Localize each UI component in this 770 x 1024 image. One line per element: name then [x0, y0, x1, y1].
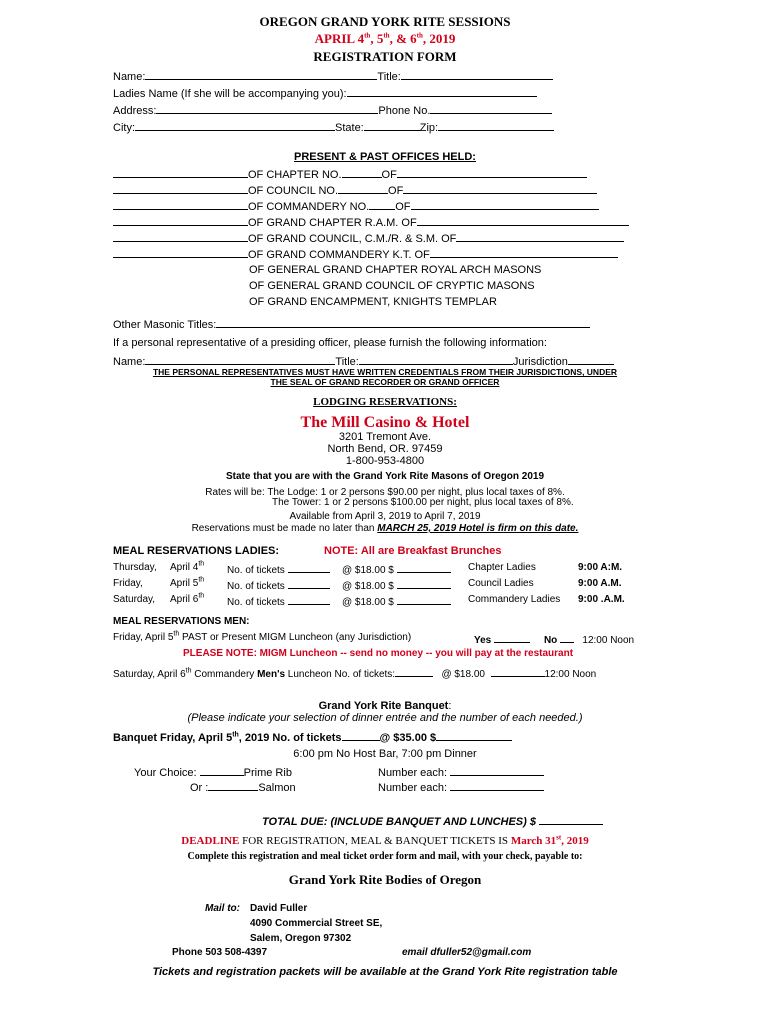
- banquet-price: @ $35.00 $: [379, 732, 437, 744]
- meal-tickets: [227, 562, 330, 576]
- choice-prime-rib: Prime Rib: [243, 767, 292, 779]
- name-label: Name:: [113, 71, 146, 83]
- form-title: OREGON GRAND YORK RITE SESSIONS: [259, 14, 511, 29]
- event-dates: APRIL 4th, 5th, & 6th, 2019: [314, 31, 456, 46]
- banquet-tickets-field[interactable]: [342, 730, 380, 741]
- lodging-deadline-date: MARCH 25, 2019 Hotel is firm on this date.: [377, 523, 579, 534]
- banquet-times: 6:00 pm No Host Bar, 7:00 pm Dinner: [293, 748, 477, 760]
- mail-street: 4090 Commercial Street SE,: [250, 918, 383, 929]
- grand-chapter-of-field[interactable]: [417, 215, 629, 226]
- choice-label: Your Choice:: [134, 767, 197, 779]
- meal-time: 9:00 A.M.: [578, 578, 622, 589]
- lodging-heading: LODGING RESERVATIONS:: [313, 396, 457, 408]
- number-each-row: [378, 765, 544, 779]
- grand-council-of-field[interactable]: [456, 231, 624, 242]
- office-council-field[interactable]: [113, 183, 248, 194]
- meal-date: April 5th: [170, 576, 205, 589]
- other-titles-field[interactable]: [216, 317, 590, 328]
- office-label: OF GRAND COUNCIL, C.M./R. & S.M. OF: [248, 233, 457, 245]
- other-titles-label: Other Masonic Titles:: [113, 319, 217, 331]
- other-titles-row: [113, 317, 590, 331]
- office-row: [113, 247, 618, 261]
- meal-day: Saturday,: [113, 594, 156, 605]
- deadline-line: [0, 835, 770, 847]
- meal-event: Council Ladies: [468, 578, 534, 589]
- office-general: OF GENERAL GRAND CHAPTER ROYAL ARCH MASONS: [249, 264, 542, 276]
- meal-date: April 4th: [170, 560, 205, 573]
- men-saturday-amount-field[interactable]: [491, 666, 545, 677]
- address-field[interactable]: [156, 103, 378, 114]
- office-grand-commandery-field[interactable]: [113, 247, 248, 258]
- choice-row: [134, 765, 292, 779]
- rep-jurisdiction-label: Jurisdiction: [512, 356, 568, 368]
- office-label: OF COUNCIL NO.: [248, 185, 339, 197]
- council-no-field[interactable]: [338, 183, 388, 194]
- commandery-of-field[interactable]: [411, 199, 599, 210]
- men-friday-row: [113, 632, 411, 643]
- city-label: City:: [113, 122, 135, 134]
- choice-salmon: Salmon: [258, 782, 296, 794]
- banquet-line: Banquet Friday, April 5th, 2019 No. of tickets @ $35.00 $: [113, 730, 512, 744]
- lodging-rates-2: The Tower: 1 or 2 persons $100.00 per night, plus local taxes of 8%.: [272, 497, 574, 508]
- no-label: No: [543, 635, 558, 646]
- or-row: [190, 780, 296, 794]
- office-grand-council-field[interactable]: [113, 231, 248, 242]
- total-due-field[interactable]: [539, 814, 603, 825]
- thursday-amount-field[interactable]: [397, 562, 451, 573]
- office-commandery-field[interactable]: [113, 199, 248, 210]
- meal-price-label: @ $18.00 $: [342, 565, 394, 576]
- men-saturday-label: Saturday, April 6th Commandery Men's Luncheon No. of tickets:: [113, 667, 396, 680]
- city-field[interactable]: [135, 120, 335, 131]
- name-field[interactable]: [145, 69, 377, 80]
- men-friday-rsvp: [474, 632, 634, 646]
- number-each-label: Number each:: [378, 782, 448, 794]
- office-label: OF GRAND COMMANDERY K.T. OF: [248, 249, 430, 261]
- meal-ladies-note: NOTE: All are Breakfast Brunches: [324, 545, 502, 557]
- thursday-tickets-field[interactable]: [288, 562, 330, 573]
- total-due: [262, 814, 603, 828]
- friday-amount-field[interactable]: [397, 578, 451, 589]
- mail-label: Mail to:: [205, 903, 240, 914]
- office-row: [113, 231, 624, 245]
- phone-label: Phone No.: [378, 105, 431, 117]
- city-row: [113, 120, 554, 134]
- meal-price: [342, 562, 451, 576]
- office-chapter-field[interactable]: [113, 167, 248, 178]
- mail-name: David Fuller: [250, 903, 308, 914]
- zip-field[interactable]: [438, 120, 554, 131]
- meal-men-heading: MEAL RESERVATIONS MEN:: [113, 616, 250, 627]
- credentials-note-1: THE PERSONAL REPRESENTATIVES MUST HAVE WRITTEN CREDENTIALS FROM THEIR JURISDICTIONS, UNDER: [152, 367, 618, 377]
- meal-tickets-label: No. of tickets: [227, 597, 285, 608]
- meal-day: Friday,: [113, 578, 143, 589]
- office-row: [113, 215, 629, 229]
- banquet-heading: Grand York Rite Banquet:: [318, 700, 452, 712]
- friday-tickets-field[interactable]: [288, 578, 330, 589]
- council-of-field[interactable]: [403, 183, 597, 194]
- office-row: [113, 167, 587, 181]
- footer-note: Tickets and registration packets will be available at the Grand York Rite registration table: [152, 966, 618, 978]
- meal-day: Thursday,: [113, 562, 157, 573]
- meal-time: 9:00 .A.M.: [578, 594, 625, 605]
- saturday-amount-field[interactable]: [397, 594, 451, 605]
- men-saturday-time: 12:00 Noon: [544, 669, 597, 680]
- banquet-amount-field[interactable]: [436, 730, 512, 741]
- representative-row: [113, 354, 614, 368]
- lodging-deadline-label: Reservations must be made no later than: [191, 523, 378, 534]
- no-field[interactable]: [560, 632, 574, 643]
- ladies-row: [113, 86, 537, 100]
- office-label: OF CHAPTER NO.: [248, 169, 342, 181]
- lodging-deadline: [0, 523, 770, 534]
- office-grand-chapter-field[interactable]: [113, 215, 248, 226]
- state-field[interactable]: [364, 120, 420, 131]
- migm-note: PLEASE NOTE: MIGM Luncheon -- send no money -- you will pay at the restaurant: [183, 648, 574, 659]
- meal-tickets-label: No. of tickets: [227, 581, 285, 592]
- men-friday-time: 12:00 Noon: [582, 635, 635, 646]
- number-each-row: [378, 780, 544, 794]
- chapter-no-field[interactable]: [342, 167, 382, 178]
- office-of-label: OF: [381, 169, 397, 181]
- meal-ladies-heading: MEAL RESERVATIONS LADIES:: [113, 545, 280, 557]
- deadline-date: March 31st, 2019: [510, 833, 589, 847]
- meal-event: Commandery Ladies: [468, 594, 561, 605]
- mail-city: Salem, Oregon 97302: [250, 933, 352, 944]
- prime-rib-field[interactable]: [200, 765, 244, 776]
- salmon-number-field[interactable]: [450, 780, 544, 791]
- grand-commandery-of-field[interactable]: [430, 247, 618, 258]
- office-of-label: OF: [388, 185, 404, 197]
- men-saturday-tickets-field[interactable]: [395, 666, 433, 677]
- credentials-note-2: THE SEAL OF GRAND RECORDER OR GRAND OFFICER: [270, 377, 500, 387]
- representative-intro: If a personal representative of a presiding officer, please furnish the following information:: [113, 337, 547, 349]
- lodging-rates-1: Rates will be: The Lodge: 1 or 2 persons $90.00 per night, plus local taxes of 8%.: [205, 487, 565, 498]
- meal-time: 9:00 A:M.: [578, 562, 623, 573]
- total-due-label: TOTAL DUE: (INCLUDE BANQUET AND LUNCHES) $: [262, 816, 536, 828]
- phone-field[interactable]: [430, 103, 552, 114]
- title-field[interactable]: [401, 69, 553, 80]
- deadline-word: DEADLINE: [181, 835, 240, 847]
- meal-tickets-label: No. of tickets: [227, 565, 285, 576]
- or-label: Or :: [190, 782, 209, 794]
- chapter-of-field[interactable]: [397, 167, 587, 178]
- rep-name-field[interactable]: [145, 354, 335, 365]
- rep-title-field[interactable]: [359, 354, 513, 365]
- office-row: [113, 199, 599, 213]
- office-general: OF GENERAL GRAND COUNCIL OF CRYPTIC MASONS: [249, 280, 535, 292]
- meal-event: Chapter Ladies: [468, 562, 536, 573]
- mail-email: email dfuller52@gmail.com: [402, 947, 532, 958]
- lodging-state-line: State that you are with the Grand York Rite Masons of Oregon 2019: [225, 471, 545, 482]
- office-of-label: OF: [395, 201, 411, 213]
- yes-field[interactable]: [494, 632, 530, 643]
- name-row: [113, 69, 553, 83]
- mail-phone: Phone 503 508-4397: [172, 947, 268, 958]
- complete-instructions: Complete this registration and meal ticket order form and mail, with your check, payable to:: [187, 851, 583, 862]
- prime-rib-number-field[interactable]: [450, 765, 544, 776]
- payable-to: Grand York Rite Bodies of Oregon: [288, 872, 482, 887]
- offices-heading: PRESENT & PAST OFFICES HELD:: [294, 151, 476, 163]
- salmon-field[interactable]: [208, 780, 258, 791]
- saturday-tickets-field[interactable]: [288, 594, 330, 605]
- hotel-address-2: North Bend, OR. 97459: [327, 443, 443, 455]
- meal-tickets: [227, 594, 330, 608]
- deadline-text: FOR REGISTRATION, MEAL & BANQUET TICKETS IS: [239, 835, 511, 847]
- lodging-available: Available from April 3, 2019 to April 7, 2019: [289, 511, 481, 522]
- office-general: OF GRAND ENCAMPMENT, KNIGHTS TEMPLAR: [249, 296, 497, 308]
- banquet-instructions: (Please indicate your selection of dinner entrée and the number of each needed.): [187, 712, 583, 724]
- meal-date: April 6th: [170, 592, 205, 605]
- address-label: Address:: [113, 105, 157, 117]
- hotel-address-1: 3201 Tremont Ave.: [338, 431, 432, 443]
- commandery-no-field[interactable]: [369, 199, 395, 210]
- office-row: [113, 183, 597, 197]
- rep-name-label: Name:: [113, 356, 146, 368]
- office-label: OF COMMANDERY NO.: [248, 201, 370, 213]
- meal-price-label: @ $18.00 $: [342, 597, 394, 608]
- meal-price: [342, 578, 451, 592]
- state-label: State:: [335, 122, 364, 134]
- men-friday-label: Friday, April 5th PAST or Present MIGM Luncheon (any Jurisdiction): [113, 630, 412, 643]
- ladies-label: Ladies Name (If she will be accompanying you):: [113, 88, 347, 100]
- banquet-heading-text: Grand York Rite Banquet: [318, 700, 449, 712]
- title-label: Title:: [377, 71, 401, 83]
- hotel-phone: 1-800-953-4800: [345, 455, 425, 467]
- form-subtitle: REGISTRATION FORM: [313, 49, 457, 64]
- meal-price-label: @ $18.00 $: [342, 581, 394, 592]
- zip-label: Zip:: [419, 122, 439, 134]
- yes-label: Yes: [474, 635, 492, 646]
- hotel-name: The Mill Casino & Hotel: [300, 414, 470, 431]
- number-each-label: Number each:: [378, 767, 448, 779]
- men-saturday-price: @ $18.00: [441, 669, 485, 680]
- meal-tickets: [227, 578, 330, 592]
- office-label: OF GRAND CHAPTER R.A.M. OF: [248, 217, 417, 229]
- meal-price: [342, 594, 451, 608]
- address-row: [113, 103, 552, 117]
- ladies-field[interactable]: [347, 86, 537, 97]
- rep-jurisdiction-field[interactable]: [568, 354, 614, 365]
- men-saturday-row: [113, 666, 596, 680]
- rep-title-label: Title:: [335, 356, 359, 368]
